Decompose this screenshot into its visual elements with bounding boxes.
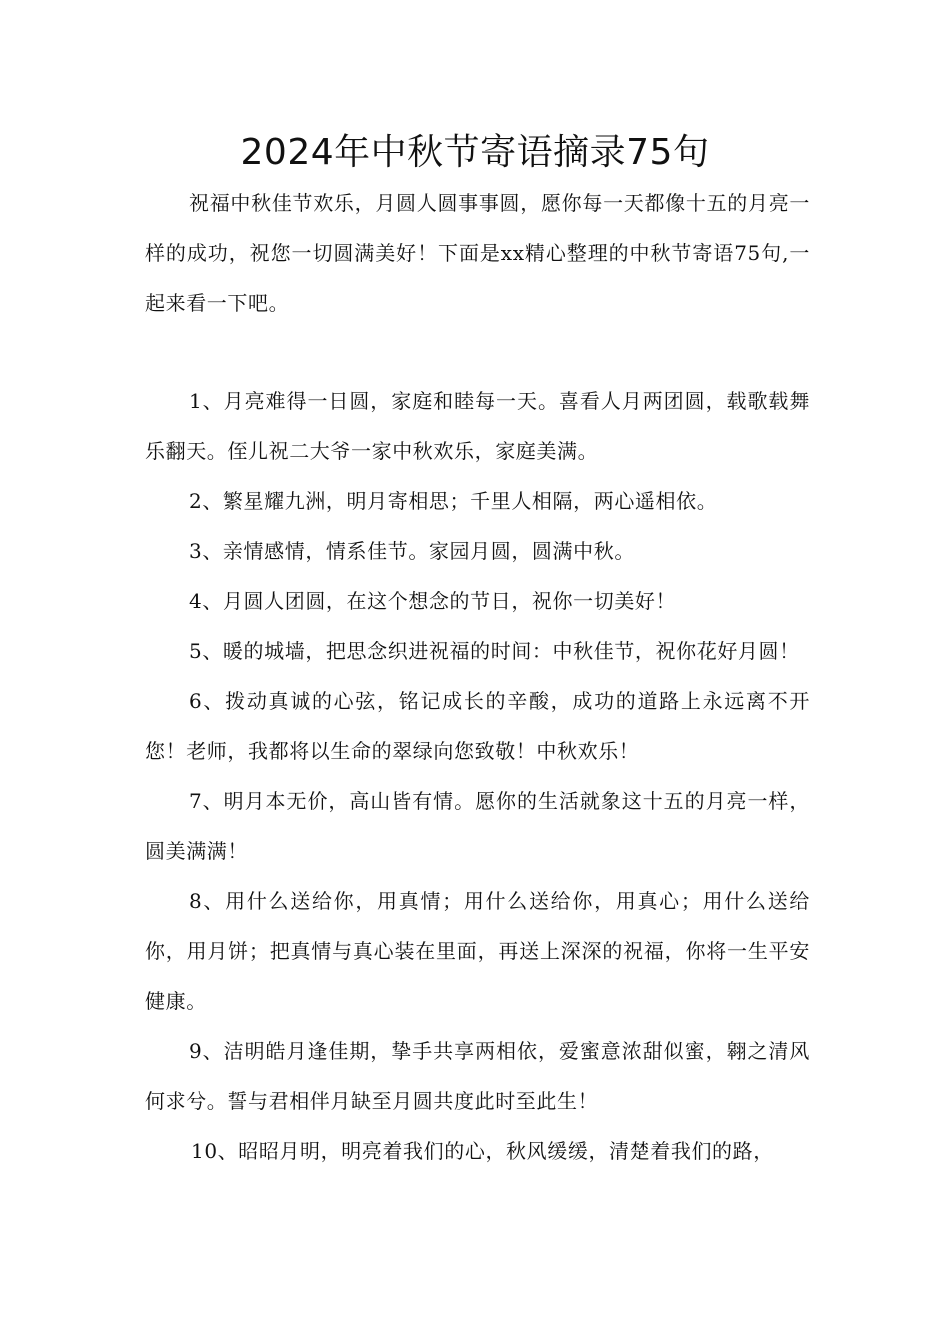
list-item-10: 10、昭昭月明，明亮着我们的心，秋风缓缓，清楚着我们的路， bbox=[191, 1139, 774, 1163]
paragraph-spacer bbox=[145, 328, 810, 376]
list-item-8: 8、用什么送给你，用真情；用什么送给你，用真心；用什么送给你，用月饼；把真情与真心装在里面，再送上深深的祝福，你将一生平安健康。 bbox=[145, 889, 810, 1013]
list-item-3: 3、亲情感情，情系佳节。家园月圆，圆满中秋。 bbox=[189, 539, 635, 563]
list-item-6: 6、拨动真诚的心弦，铭记成长的辛酸，成功的道路上永远离不开您！老师，我都将以生命的翠绿向您致敬！中秋欢乐！ bbox=[145, 689, 810, 763]
list-item-5: 5、暖的城墙，把思念织进祝福的时间：中秋佳节，祝你花好月圆！ bbox=[189, 639, 800, 663]
list-item-7: 7、明月本无价，高山皆有情。愿你的生活就象这十五的月亮一样，圆美满满！ bbox=[145, 789, 810, 863]
list-item-1: 1、月亮难得一日圆，家庭和睦每一天。喜看人月两团圆，载歌载舞乐翻天。侄儿祝二大爷一家中秋欢乐，家庭美满。 bbox=[145, 389, 810, 463]
document-title: 2024年中秋节寄语摘录75句 bbox=[240, 132, 710, 173]
list-item-4: 4、月圆人团圆，在这个想念的节日，祝你一切美好！ bbox=[189, 589, 677, 613]
list-item-9: 9、洁明皓月逢佳期，挚手共享两相依，爱蜜意浓甜似蜜，翱之清风何求兮。誓与君相伴月缺至月圆共度此时至此生！ bbox=[145, 1039, 810, 1113]
intro-paragraph: 祝福中秋佳节欢乐，月圆人圆事事圆，愿你每一天都像十五的月亮一样的成功，祝您一切圆满美好！下面是xx精心整理的中秋节寄语75句,一起来看一下吧。 bbox=[145, 191, 810, 315]
list-item-2: 2、繁星耀九洲，明月寄相思；千里人相隔，两心遥相依。 bbox=[189, 489, 718, 513]
document-body bbox=[145, 178, 810, 1176]
